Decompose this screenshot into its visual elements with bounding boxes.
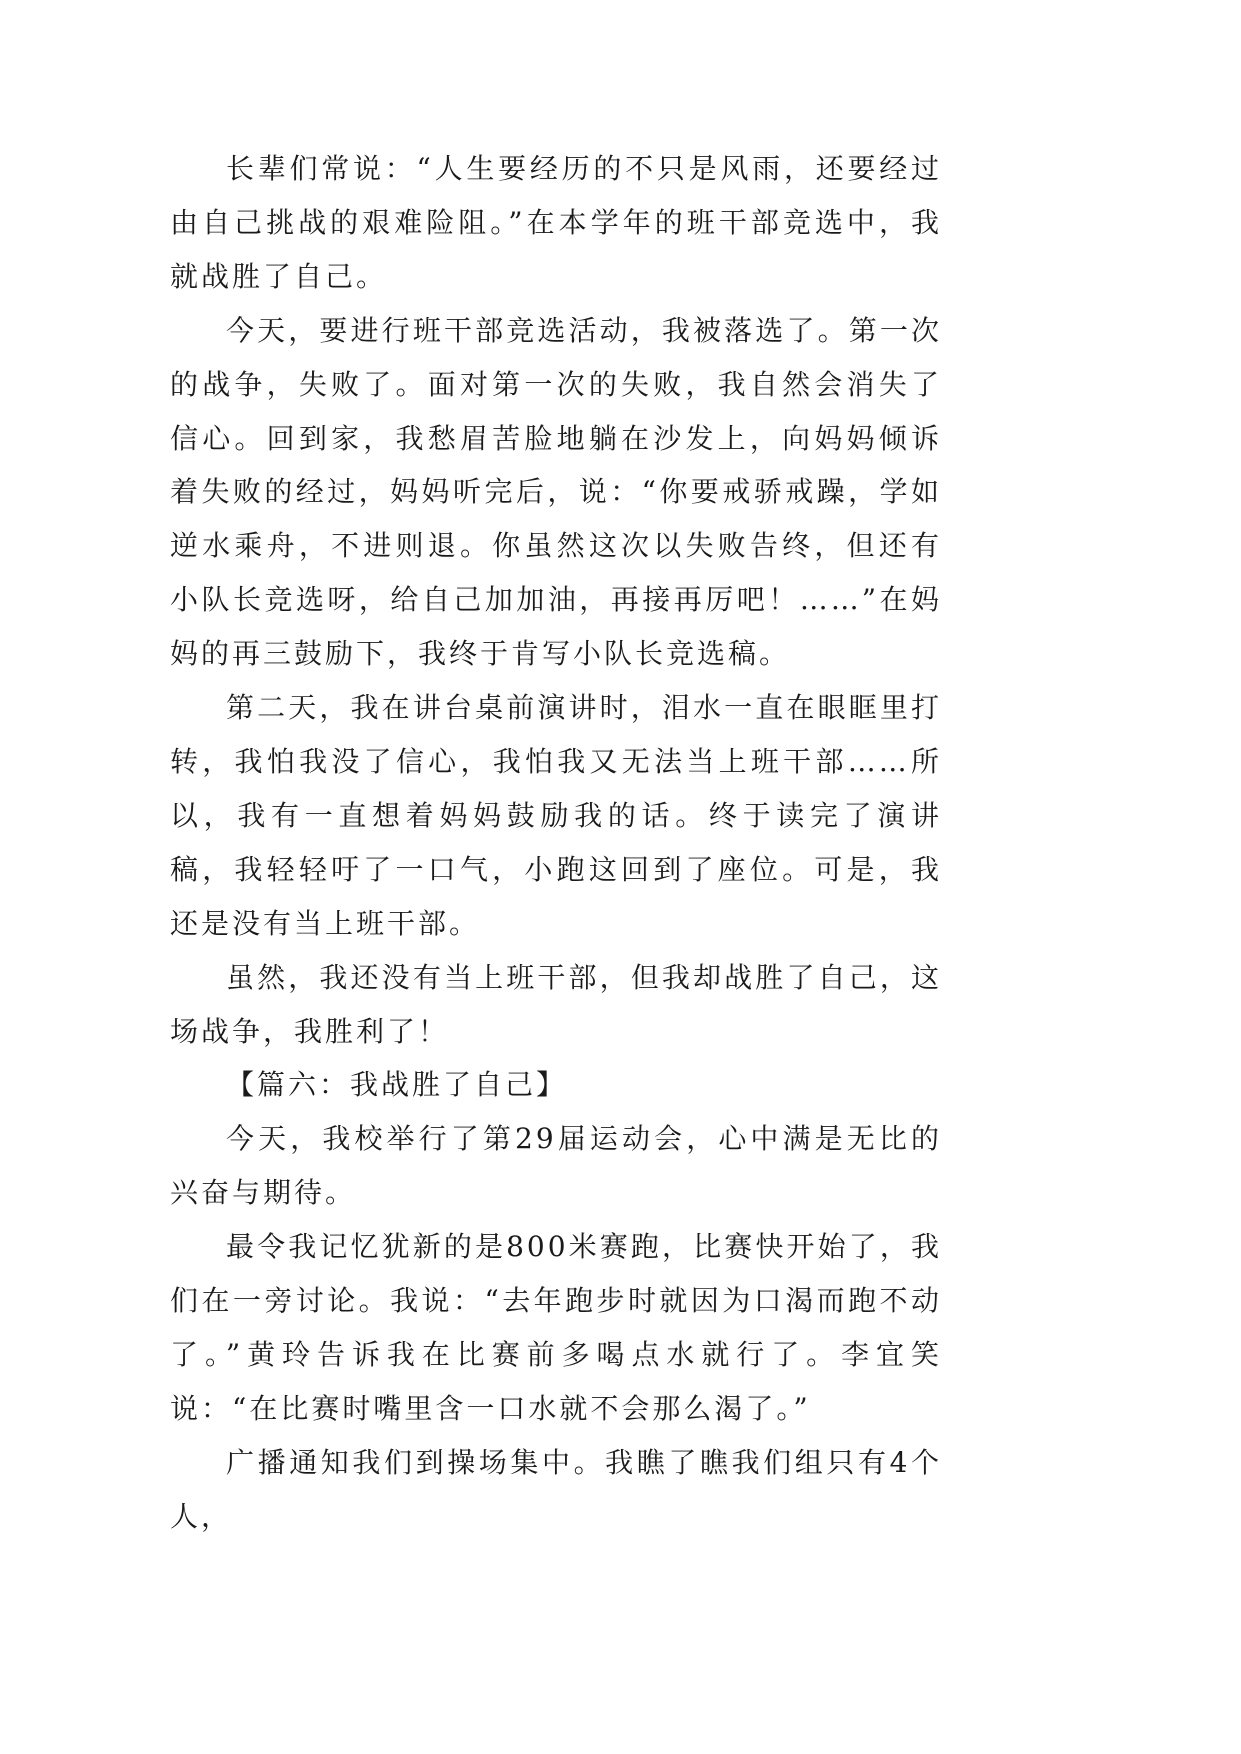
paragraph: 今天，要进行班干部竞选活动，我被落选了。第一次的战争，失败了。面对第一次的失败，我自然会消失了信心。回到家，我愁眉苦脸地躺在沙发上，向妈妈倾诉着失败的经过，妈妈听完后，说：“你要戒骄戒躁，学如逆水乘舟，不进则退。你虽然这次以失败告终，但还有小队长竞选呀，给自己加加油，再接再厉吧！……”在妈妈的再三鼓励下，我终于肯写小队长竞选稿。 [170,313,942,671]
paragraph: 虽然，我还没有当上班干部，但我却战胜了自己，这场战争，我胜利了！ [170,960,942,1048]
paragraph: 长辈们常说：“人生要经历的不只是风雨，还要经过由自己挑战的艰难险阻。”在本学年的班干部竞选中，我就战胜了自己。 [170,152,942,293]
document-body [170,142,942,1544]
paragraph: 第二天，我在讲台桌前演讲时，泪水一直在眼眶里打转，我怕我没了信心，我怕我又无法当上班干部……所以，我有一直想着妈妈鼓励我的话。终于读完了演讲稿，我轻轻吁了一口气，小跑这回到了座位。可是，我还是没有当上班干部。 [170,691,942,940]
section-heading: 【篇六：我战胜了自己】 [226,1068,568,1102]
paragraph: 今天，我校举行了第29届运动会，心中满是无比的兴奋与期待。 [170,1122,942,1210]
paragraph: 最令我记忆犹新的是800米赛跑，比赛快开始了，我们在一旁讨论。我说：“去年跑步时就因为口渴而跑不动了。”黄玲告诉我在比赛前多喝点水就行了。李宜笑说：“在比赛时嘴里含一口水就不会那么渴了。” [170,1230,942,1425]
paragraph: 广播通知我们到操场集中。我瞧了瞧我们组只有4个人， [170,1445,942,1533]
